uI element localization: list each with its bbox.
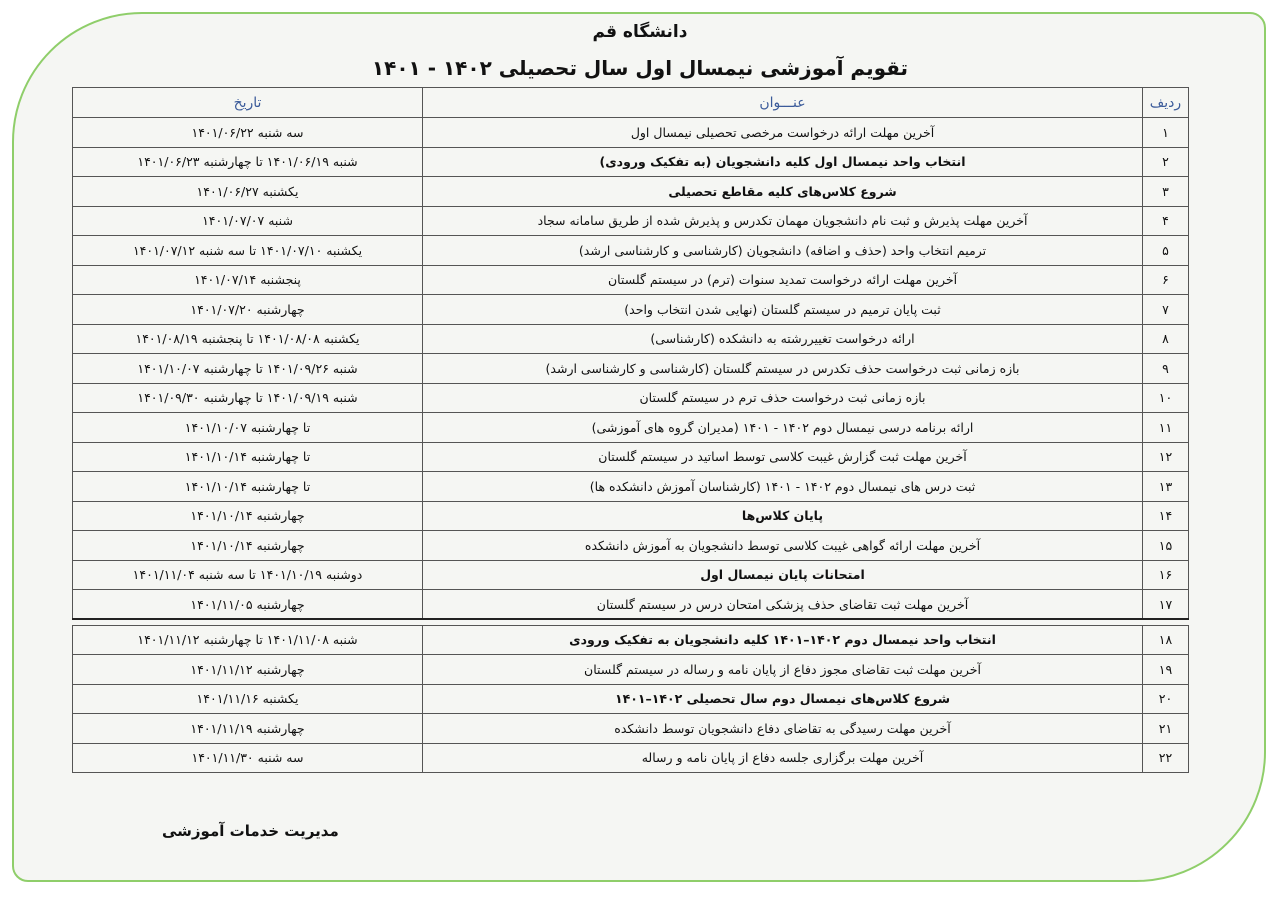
row-title: ثبت پایان ترمیم در سیستم گلستان (نهایی شدن انتخاب واحد) <box>423 295 1143 325</box>
row-title: شروع کلاس‌های کلیه مقاطع تحصیلی <box>423 177 1143 207</box>
row-number: ۱۸ <box>1143 625 1189 655</box>
table-row <box>73 442 1189 472</box>
table-row <box>73 655 1189 685</box>
row-title: آخرین مهلت پذیرش و ثبت نام دانشجویان مهمان تکدرس و پذیرش شده از طریق سامانه سجاد <box>423 206 1143 236</box>
row-number: ۱۳ <box>1143 472 1189 502</box>
row-title: آخرین مهلت ارائه درخواست مرخصی تحصیلی نیمسال اول <box>423 118 1143 148</box>
row-number: ۱۵ <box>1143 531 1189 561</box>
row-title: ارائه برنامه درسی نیمسال دوم ۱۴۰۲ - ۱۴۰۱ (مدیران گروه های آموزشی) <box>423 413 1143 443</box>
row-number: ۲۰ <box>1143 684 1189 714</box>
column-header-num: ردیف <box>1143 88 1189 118</box>
row-title: آخرین مهلت ثبت تقاضای مجوز دفاع از پایان نامه و رساله در سیستم گلستان <box>423 655 1143 685</box>
row-number: ۲۱ <box>1143 714 1189 744</box>
row-date: چهارشنبه ۱۴۰۱/۱۱/۱۹ <box>73 714 423 744</box>
table-row <box>73 501 1189 531</box>
row-title: انتخاب واحد نیمسال اول کلیه دانشجویان (به تفکیک ورودی) <box>423 147 1143 177</box>
row-date: سه شنبه ۱۴۰۱/۰۶/۲۲ <box>73 118 423 148</box>
row-number: ۲ <box>1143 147 1189 177</box>
row-date: شنبه ۱۴۰۱/۰۷/۰۷ <box>73 206 423 236</box>
row-title: بازه زمانی ثبت درخواست حذف تکدرس در سیستم گلستان (کارشناسی و کارشناسی ارشد) <box>423 354 1143 384</box>
row-number: ۱۹ <box>1143 655 1189 685</box>
table-header-row <box>73 88 1189 118</box>
column-header-title: عنـــوان <box>423 88 1143 118</box>
table-row <box>73 413 1189 443</box>
row-title: ثبت درس های نیمسال دوم ۱۴۰۲ - ۱۴۰۱ (کارشناسان آموزش دانشکده ها) <box>423 472 1143 502</box>
row-number: ۳ <box>1143 177 1189 207</box>
row-title: آخرین مهلت ثبت تقاضای حذف پزشکی امتحان درس در سیستم گلستان <box>423 590 1143 620</box>
table-row <box>73 625 1189 655</box>
row-title: شروع کلاس‌های نیمسال دوم سال تحصیلی ۱۴۰۲–۱۴۰۱ <box>423 684 1143 714</box>
row-number: ۱۴ <box>1143 501 1189 531</box>
row-date: شنبه ۱۴۰۱/۱۱/۰۸ تا چهارشنبه ۱۴۰۱/۱۱/۱۲ <box>73 625 423 655</box>
row-date: چهارشنبه ۱۴۰۱/۰۷/۲۰ <box>73 295 423 325</box>
row-number: ۶ <box>1143 265 1189 295</box>
table-row <box>73 324 1189 354</box>
row-date: پنجشنبه ۱۴۰۱/۰۷/۱۴ <box>73 265 423 295</box>
row-date: تا چهارشنبه ۱۴۰۱/۱۰/۰۷ <box>73 413 423 443</box>
row-title: ترمیم انتخاب واحد (حذف و اضافه) دانشجویان (کارشناسی و کارشناسی ارشد) <box>423 236 1143 266</box>
table-row <box>73 177 1189 207</box>
row-date: شنبه ۱۴۰۱/۰۹/۲۶ تا چهارشنبه ۱۴۰۱/۱۰/۰۷ <box>73 354 423 384</box>
table-row <box>73 118 1189 148</box>
table-row <box>73 714 1189 744</box>
row-title: آخرین مهلت ارائه گواهی غیبت کلاسی توسط دانشجویان به آموزش دانشکده <box>423 531 1143 561</box>
row-title: بازه زمانی ثبت درخواست حذف ترم در سیستم گلستان <box>423 383 1143 413</box>
row-number: ۹ <box>1143 354 1189 384</box>
row-number: ۷ <box>1143 295 1189 325</box>
row-title: آخرین مهلت رسیدگی به تقاضای دفاع دانشجویان توسط دانشکده <box>423 714 1143 744</box>
row-number: ۱۰ <box>1143 383 1189 413</box>
table-row <box>73 206 1189 236</box>
academic-calendar-table <box>72 87 1189 773</box>
footer-signature: مدیریت خدمات آموزشی <box>162 822 339 840</box>
row-number: ۱ <box>1143 118 1189 148</box>
table-row <box>73 147 1189 177</box>
row-title: پایان کلاس‌ها <box>423 501 1143 531</box>
row-title: آخرین مهلت برگزاری جلسه دفاع از پایان نامه و رساله <box>423 743 1143 773</box>
row-date: تا چهارشنبه ۱۴۰۱/۱۰/۱۴ <box>73 472 423 502</box>
row-date: سه شنبه ۱۴۰۱/۱۱/۳۰ <box>73 743 423 773</box>
page-title: تقویم آموزشی نیمسال اول سال تحصیلی ۱۴۰۲ - ۱۴۰۱ <box>371 56 909 80</box>
table-row <box>73 265 1189 295</box>
table-row <box>73 531 1189 561</box>
row-title: آخرین مهلت ثبت گزارش غیبت کلاسی توسط اساتید در سیستم گلستان <box>423 442 1143 472</box>
row-date: چهارشنبه ۱۴۰۱/۱۱/۰۵ <box>73 590 423 620</box>
row-date: شنبه ۱۴۰۱/۰۶/۱۹ تا چهارشنبه ۱۴۰۱/۰۶/۲۳ <box>73 147 423 177</box>
row-number: ۸ <box>1143 324 1189 354</box>
row-number: ۱۲ <box>1143 442 1189 472</box>
row-title: آخرین مهلت ارائه درخواست تمدید سنوات (ترم) در سیستم گلستان <box>423 265 1143 295</box>
row-number: ۱۷ <box>1143 590 1189 620</box>
table-row <box>73 295 1189 325</box>
row-number: ۱۱ <box>1143 413 1189 443</box>
row-number: ۵ <box>1143 236 1189 266</box>
table-row <box>73 684 1189 714</box>
university-name: دانشگاه قم <box>592 22 688 42</box>
column-header-date: تاریخ <box>73 88 423 118</box>
row-date: دوشنبه ۱۴۰۱/۱۰/۱۹ تا سه شنبه ۱۴۰۱/۱۱/۰۴ <box>73 560 423 590</box>
table-body-first-semester <box>73 118 1189 620</box>
row-title: ارائه درخواست تغییررشته به دانشکده (کارشناسی) <box>423 324 1143 354</box>
table-row <box>73 236 1189 266</box>
table-row <box>73 354 1189 384</box>
row-date: چهارشنبه ۱۴۰۱/۱۰/۱۴ <box>73 531 423 561</box>
row-number: ۲۲ <box>1143 743 1189 773</box>
row-date: چهارشنبه ۱۴۰۱/۱۰/۱۴ <box>73 501 423 531</box>
row-number: ۴ <box>1143 206 1189 236</box>
row-date: یکشنبه ۱۴۰۱/۰۷/۱۰ تا سه شنبه ۱۴۰۱/۰۷/۱۲ <box>73 236 423 266</box>
row-number: ۱۶ <box>1143 560 1189 590</box>
row-date: شنبه ۱۴۰۱/۰۹/۱۹ تا چهارشنبه ۱۴۰۱/۰۹/۳۰ <box>73 383 423 413</box>
row-date: یکشنبه ۱۴۰۱/۱۱/۱۶ <box>73 684 423 714</box>
row-title: امتحانات پایان نیمسال اول <box>423 560 1143 590</box>
table-row <box>73 743 1189 773</box>
row-date: چهارشنبه ۱۴۰۱/۱۱/۱۲ <box>73 655 423 685</box>
row-date: تا چهارشنبه ۱۴۰۱/۱۰/۱۴ <box>73 442 423 472</box>
table-row <box>73 383 1189 413</box>
table-row <box>73 472 1189 502</box>
table-body-second-semester <box>73 625 1189 773</box>
row-title: انتخاب واحد نیمسال دوم ۱۴۰۲–۱۴۰۱ کلیه دانشجویان به تفکیک ورودی <box>423 625 1143 655</box>
table-row <box>73 560 1189 590</box>
table-row <box>73 590 1189 620</box>
row-date: یکشنبه ۱۴۰۱/۰۶/۲۷ <box>73 177 423 207</box>
row-date: یکشنبه ۱۴۰۱/۰۸/۰۸ تا پنجشنبه ۱۴۰۱/۰۸/۱۹ <box>73 324 423 354</box>
